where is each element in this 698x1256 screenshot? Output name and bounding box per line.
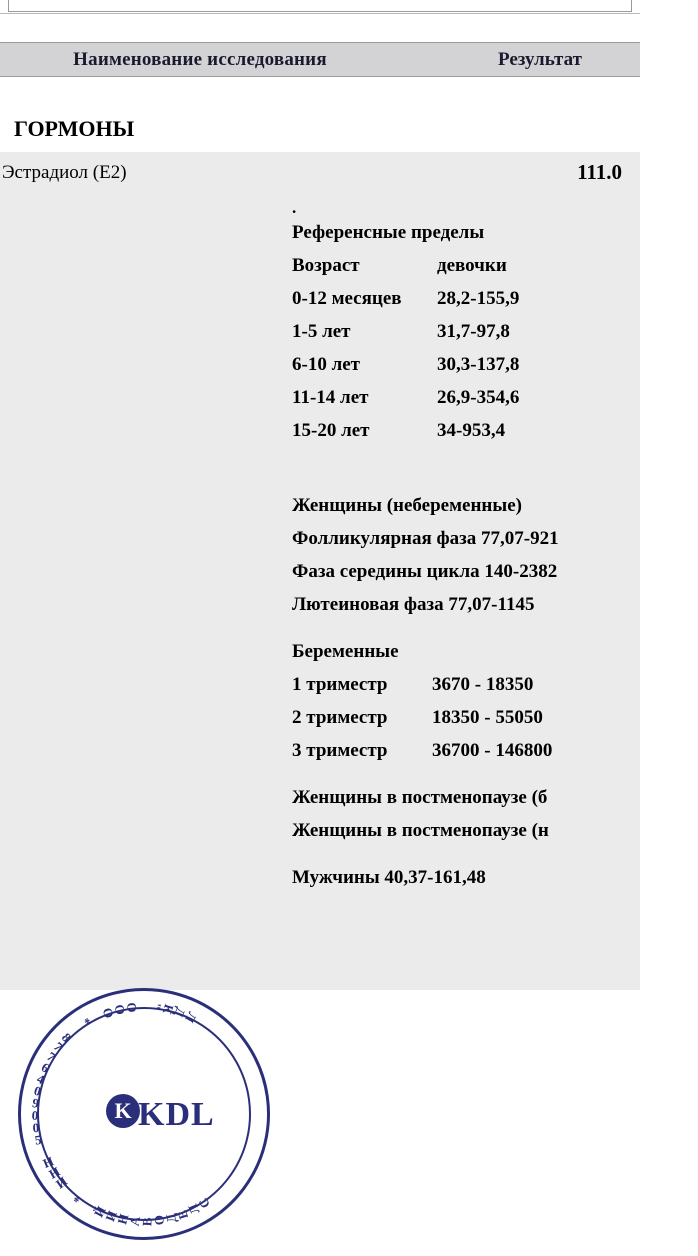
trimester-value: 36700 - 146800 xyxy=(432,740,553,761)
analyte-row-estradiol xyxy=(0,152,640,990)
section-title-hormones: ГОРМОНЫ xyxy=(14,116,135,141)
spacer xyxy=(292,621,652,635)
reference-ranges xyxy=(292,200,652,894)
age-row-label: 6-10 лет xyxy=(292,354,361,375)
spacer xyxy=(292,767,652,781)
reference-pregnant-row xyxy=(292,734,652,767)
age-row-value: 28,2-155,9 xyxy=(437,288,520,309)
reference-pregnant-row xyxy=(292,701,652,734)
column-header-result: Результат xyxy=(498,49,582,70)
trimester-label: 1 триместр xyxy=(292,674,388,695)
reference-pregnant-title: Беременные xyxy=(292,641,399,662)
spacer xyxy=(292,847,652,861)
trimester-label: 3 триместр xyxy=(292,740,388,761)
trimester-value: 18350 - 55050 xyxy=(432,707,543,728)
top-field-strip xyxy=(0,0,640,14)
age-row-label: 15-20 лет xyxy=(292,420,370,441)
stamp-logo-mark: K xyxy=(106,1094,140,1128)
age-row-value: 34-953,4 xyxy=(437,420,506,441)
reference-age-row xyxy=(292,315,652,348)
reference-postmenopause-row: Женщины в постменопаузе (б xyxy=(292,787,548,808)
analyte-result-value: 111.0 xyxy=(577,160,622,184)
reference-leading-dot: . xyxy=(292,198,297,217)
reference-age-header xyxy=(292,249,652,282)
reference-women-row: Фолликулярная фаза 77,07-921 xyxy=(292,528,559,549)
analyte-name: Эстрадиол (E2) xyxy=(2,162,127,183)
age-row-label: 11-14 лет xyxy=(292,387,369,408)
reference-women-title: Женщины (небеременные) xyxy=(292,495,522,516)
reference-title: Референсные пределы xyxy=(292,222,485,243)
age-row-value: 30,3-137,8 xyxy=(437,354,520,375)
top-text-field[interactable] xyxy=(8,0,632,12)
age-header-value: девочки xyxy=(437,255,507,276)
reference-men-row: Мужчины 40,37-161,48 xyxy=(292,867,486,888)
stamp-logo-text: KDL xyxy=(138,1096,215,1133)
age-header-label: Возраст xyxy=(292,255,360,276)
reference-women-row: Фаза середины цикла 140-2382 xyxy=(292,561,558,582)
trimester-label: 2 триместр xyxy=(292,707,388,728)
reference-age-row xyxy=(292,381,652,414)
spacer xyxy=(292,475,652,489)
reference-age-row xyxy=(292,282,652,315)
table-header-band xyxy=(0,42,640,77)
reference-age-row xyxy=(292,348,652,381)
laboratory-stamp xyxy=(18,988,318,1227)
reference-women-row: Лютеиновая фаза 77,07-1145 xyxy=(292,594,535,615)
column-header-name: Наименование исследования xyxy=(73,49,327,70)
age-row-label: 0-12 месяцев xyxy=(292,288,402,309)
age-row-value: 26,9-354,6 xyxy=(437,387,520,408)
reference-postmenopause-row: Женщины в постменопаузе (н xyxy=(292,820,549,841)
age-row-value: 31,7-97,8 xyxy=(437,321,510,342)
trimester-value: 3670 - 18350 xyxy=(432,674,534,695)
reference-age-row xyxy=(292,414,652,447)
age-row-label: 1-5 лет xyxy=(292,321,351,342)
spacer xyxy=(292,447,652,475)
stamp-outer-text: С Л Е Д О В А Н И Й * И Н Н 5 0 0 9 0 4 6 7 7 8 * О О О " К Д Л xyxy=(31,1001,213,1227)
reference-pregnant-row xyxy=(292,668,652,701)
